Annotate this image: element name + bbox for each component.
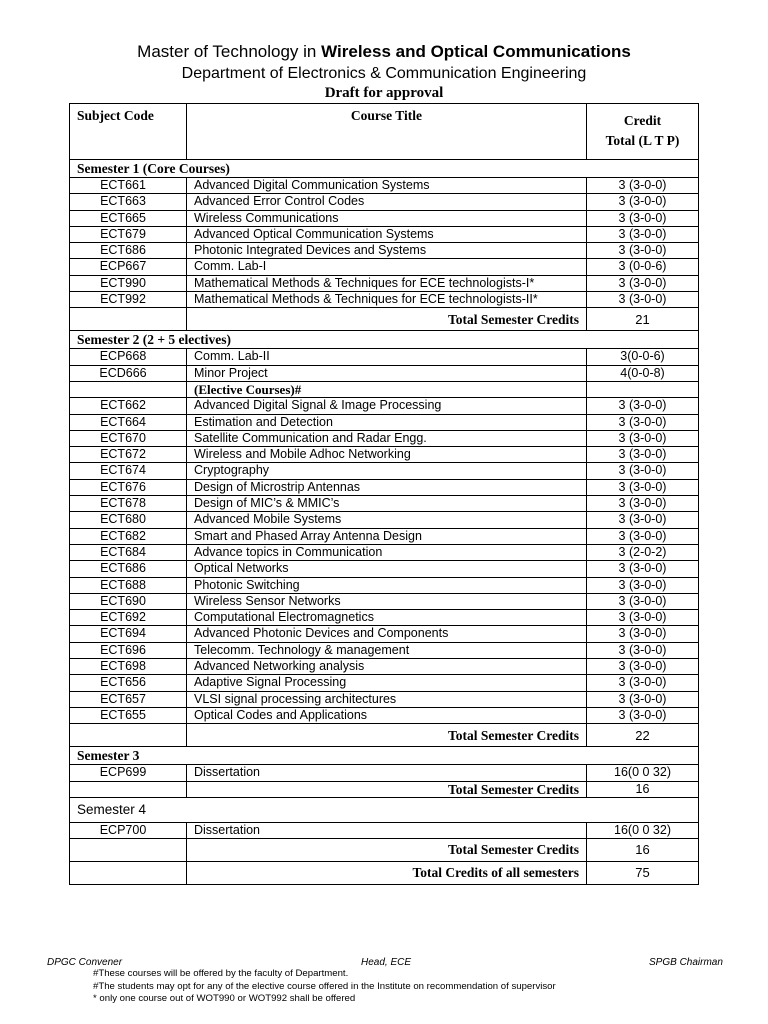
- subject-code: ECT698: [70, 659, 187, 675]
- subject-code: ECD666: [70, 365, 187, 381]
- credit-value: 3 (3-0-0): [587, 210, 699, 226]
- semester-1-heading: [70, 160, 699, 178]
- semester-4-total: [70, 839, 699, 862]
- course-title: Telecomm. Technology & management: [187, 642, 587, 658]
- subject-code: ECP700: [70, 822, 187, 838]
- course-title: Advanced Optical Communication Systems: [187, 226, 587, 242]
- course-title: Adaptive Signal Processing: [187, 675, 587, 691]
- subject-code: ECT679: [70, 226, 187, 242]
- course-title: Advanced Error Control Codes: [187, 194, 587, 210]
- credit-value: 3 (3-0-0): [587, 626, 699, 642]
- subject-code: ECT990: [70, 275, 187, 291]
- table-row: [70, 642, 699, 658]
- course-title: Advanced Mobile Systems: [187, 512, 587, 528]
- footnote-2: #The students may opt for any of the elective course offered in the Institute on recommendation of supervisor: [93, 981, 556, 992]
- total-value: 22: [587, 724, 699, 747]
- subject-code: ECT678: [70, 496, 187, 512]
- semester-2-heading: [70, 331, 699, 349]
- credit-value: 3 (3-0-0): [587, 593, 699, 609]
- course-title: Design of Microstrip Antennas: [187, 479, 587, 495]
- subject-code: ECP699: [70, 765, 187, 781]
- table-row: [70, 398, 699, 414]
- semester-heading: Semester 3: [70, 747, 699, 765]
- table-row: [70, 822, 699, 838]
- table-row: [70, 765, 699, 781]
- course-title: Optical Codes and Applications: [187, 707, 587, 723]
- subject-code: ECT692: [70, 610, 187, 626]
- credit-value: 3 (3-0-0): [587, 194, 699, 210]
- credit-value: 3 (3-0-0): [587, 642, 699, 658]
- subject-code: ECT655: [70, 707, 187, 723]
- footnote-3: * only one course out of WOT990 or WOT992 shall be offered: [93, 993, 356, 1004]
- total-label: Total Semester Credits: [187, 781, 587, 797]
- course-title: Photonic Integrated Devices and Systems: [187, 243, 587, 259]
- table-row: [70, 414, 699, 430]
- total-value: 21: [587, 308, 699, 331]
- credit-value: 3 (3-0-0): [587, 479, 699, 495]
- header-credit: [587, 104, 699, 160]
- total-label: Total Semester Credits: [187, 308, 587, 331]
- total-value: 75: [587, 862, 699, 885]
- subject-code: ECT686: [70, 243, 187, 259]
- table-row: [70, 178, 699, 194]
- course-title: Mathematical Methods & Techniques for ECE technologists-I*: [187, 275, 587, 291]
- credit-value: 3 (3-0-0): [587, 496, 699, 512]
- semester-4-heading: [70, 797, 699, 822]
- table-row: [70, 226, 699, 242]
- semester-2-total: [70, 724, 699, 747]
- table-row: [70, 292, 699, 308]
- table-row: [70, 349, 699, 365]
- table-row: [70, 561, 699, 577]
- course-title: Wireless and Mobile Adhoc Networking: [187, 447, 587, 463]
- credit-value: 3 (3-0-0): [587, 561, 699, 577]
- sign-dpgc-convener: DPGC Convener: [47, 957, 123, 968]
- credit-value: 16(0 0 32): [587, 765, 699, 781]
- table-row: [70, 210, 699, 226]
- course-title: VLSI signal processing architectures: [187, 691, 587, 707]
- credit-value: 3 (3-0-0): [587, 659, 699, 675]
- course-title: Comm. Lab-II: [187, 349, 587, 365]
- total-value: 16: [587, 839, 699, 862]
- table-row: [70, 691, 699, 707]
- table-header: [70, 104, 699, 160]
- credit-value: 3 (3-0-0): [587, 707, 699, 723]
- credit-value: 3 (3-0-0): [587, 178, 699, 194]
- doc-title: [0, 42, 768, 62]
- table-row: [70, 707, 699, 723]
- course-title: Estimation and Detection: [187, 414, 587, 430]
- subject-code: ECT656: [70, 675, 187, 691]
- semester-heading: Semester 4: [70, 797, 699, 822]
- table-row: [70, 259, 699, 275]
- table-row: [70, 544, 699, 560]
- elective-spacer: [587, 381, 699, 397]
- credit-value: 3 (3-0-0): [587, 691, 699, 707]
- credit-value: 3 (3-0-0): [587, 512, 699, 528]
- credit-value: 3 (3-0-0): [587, 577, 699, 593]
- credit-value: 3 (2-0-2): [587, 544, 699, 560]
- sign-head-ece: Head, ECE: [361, 957, 412, 968]
- subject-code: ECT680: [70, 512, 187, 528]
- total-spacer: [70, 839, 187, 862]
- course-title: Cryptography: [187, 463, 587, 479]
- course-title: Wireless Sensor Networks: [187, 593, 587, 609]
- subject-code: ECT676: [70, 479, 187, 495]
- subject-code: ECT686: [70, 561, 187, 577]
- subject-code: ECT661: [70, 178, 187, 194]
- subject-code: ECT684: [70, 544, 187, 560]
- subject-code: ECT672: [70, 447, 187, 463]
- total-label: Total Credits of all semesters: [187, 862, 587, 885]
- total-spacer: [70, 724, 187, 747]
- draft-note: Draft for approval: [324, 85, 444, 101]
- credit-value: 3 (0-0-6): [587, 259, 699, 275]
- total-spacer: [70, 862, 187, 885]
- course-title: Dissertation: [187, 822, 587, 838]
- subject-code: ECT670: [70, 430, 187, 446]
- table-row: [70, 365, 699, 381]
- credit-value: 3 (3-0-0): [587, 398, 699, 414]
- subject-code: ECP668: [70, 349, 187, 365]
- credit-value: 3 (3-0-0): [587, 243, 699, 259]
- subject-code: ECT682: [70, 528, 187, 544]
- table-row: [70, 430, 699, 446]
- subject-code: ECT694: [70, 626, 187, 642]
- course-title: Computational Electromagnetics: [187, 610, 587, 626]
- credit-value: 3 (3-0-0): [587, 292, 699, 308]
- subject-code: ECP667: [70, 259, 187, 275]
- semester-3-total: [70, 781, 699, 797]
- total-label: Total Semester Credits: [187, 724, 587, 747]
- course-title: Advance topics in Communication: [187, 544, 587, 560]
- department-title: Department of Electronics & Communication Engineering: [181, 65, 587, 82]
- credit-value: 3 (3-0-0): [587, 675, 699, 691]
- total-spacer: [70, 781, 187, 797]
- table-row: [70, 577, 699, 593]
- course-title: Design of MIC’s & MMIC’s: [187, 496, 587, 512]
- header-credit-line2: Total (L T P): [605, 133, 680, 148]
- subject-code: ECT662: [70, 398, 187, 414]
- title-prefix: Master of Technology in: [137, 42, 322, 61]
- elective-spacer: [70, 381, 187, 397]
- header-credit-line1: Credit: [623, 113, 662, 128]
- subject-code: ECT663: [70, 194, 187, 210]
- credit-value: 16(0 0 32): [587, 822, 699, 838]
- course-title: Satellite Communication and Radar Engg.: [187, 430, 587, 446]
- credit-value: 3 (3-0-0): [587, 226, 699, 242]
- course-table: [69, 103, 699, 885]
- table-row: [70, 479, 699, 495]
- subject-code: ECT696: [70, 642, 187, 658]
- credit-value: 4(0-0-8): [587, 365, 699, 381]
- subject-code: ECT657: [70, 691, 187, 707]
- table-row: [70, 463, 699, 479]
- course-title: Minor Project: [187, 365, 587, 381]
- table-row: [70, 447, 699, 463]
- subject-code: ECT690: [70, 593, 187, 609]
- course-title: Advanced Digital Communication Systems: [187, 178, 587, 194]
- total-value: 16: [587, 781, 699, 797]
- footnote-1: #These courses will be offered by the faculty of Department.: [93, 968, 349, 979]
- course-title: Mathematical Methods & Techniques for ECE technologists-II*: [187, 292, 587, 308]
- subject-code: ECT688: [70, 577, 187, 593]
- course-title: Wireless Communications: [187, 210, 587, 226]
- course-title: Optical Networks: [187, 561, 587, 577]
- table-row: [70, 675, 699, 691]
- table-row: [70, 610, 699, 626]
- course-title: Comm. Lab-I: [187, 259, 587, 275]
- elective-heading: (Elective Courses)#: [187, 381, 587, 397]
- table-row: [70, 243, 699, 259]
- subject-code: ECT674: [70, 463, 187, 479]
- subject-code: ECT665: [70, 210, 187, 226]
- course-title: Dissertation: [187, 765, 587, 781]
- semester-heading: Semester 2 (2 + 5 electives): [70, 331, 699, 349]
- sign-spgb-chairman: SPGB Chairman: [649, 957, 723, 968]
- subject-code: ECT992: [70, 292, 187, 308]
- course-title: Advanced Digital Signal & Image Processing: [187, 398, 587, 414]
- course-title: Smart and Phased Array Antenna Design: [187, 528, 587, 544]
- semester-1-total: [70, 308, 699, 331]
- grand-total: [70, 862, 699, 885]
- credit-value: 3 (3-0-0): [587, 528, 699, 544]
- credit-value: 3 (3-0-0): [587, 414, 699, 430]
- semester-heading: Semester 1 (Core Courses): [70, 160, 699, 178]
- elective-heading-row: [70, 381, 699, 397]
- credit-value: 3 (3-0-0): [587, 275, 699, 291]
- credit-value: 3(0-0-6): [587, 349, 699, 365]
- credit-value: 3 (3-0-0): [587, 610, 699, 626]
- course-title: Advanced Networking analysis: [187, 659, 587, 675]
- header-subject-code: Subject Code: [70, 104, 187, 160]
- header-course-title: Course Title: [187, 104, 587, 160]
- table-row: [70, 194, 699, 210]
- total-spacer: [70, 308, 187, 331]
- semester-3-heading: [70, 747, 699, 765]
- table-row: [70, 512, 699, 528]
- credit-value: 3 (3-0-0): [587, 447, 699, 463]
- credit-value: 3 (3-0-0): [587, 463, 699, 479]
- table-row: [70, 275, 699, 291]
- table-row: [70, 496, 699, 512]
- total-label: Total Semester Credits: [187, 839, 587, 862]
- table-row: [70, 626, 699, 642]
- table-row: [70, 659, 699, 675]
- table-row: [70, 528, 699, 544]
- credit-value: 3 (3-0-0): [587, 430, 699, 446]
- title-program: Wireless and Optical Communications: [321, 42, 631, 61]
- course-title: Advanced Photonic Devices and Components: [187, 626, 587, 642]
- course-title: Photonic Switching: [187, 577, 587, 593]
- table-row: [70, 593, 699, 609]
- subject-code: ECT664: [70, 414, 187, 430]
